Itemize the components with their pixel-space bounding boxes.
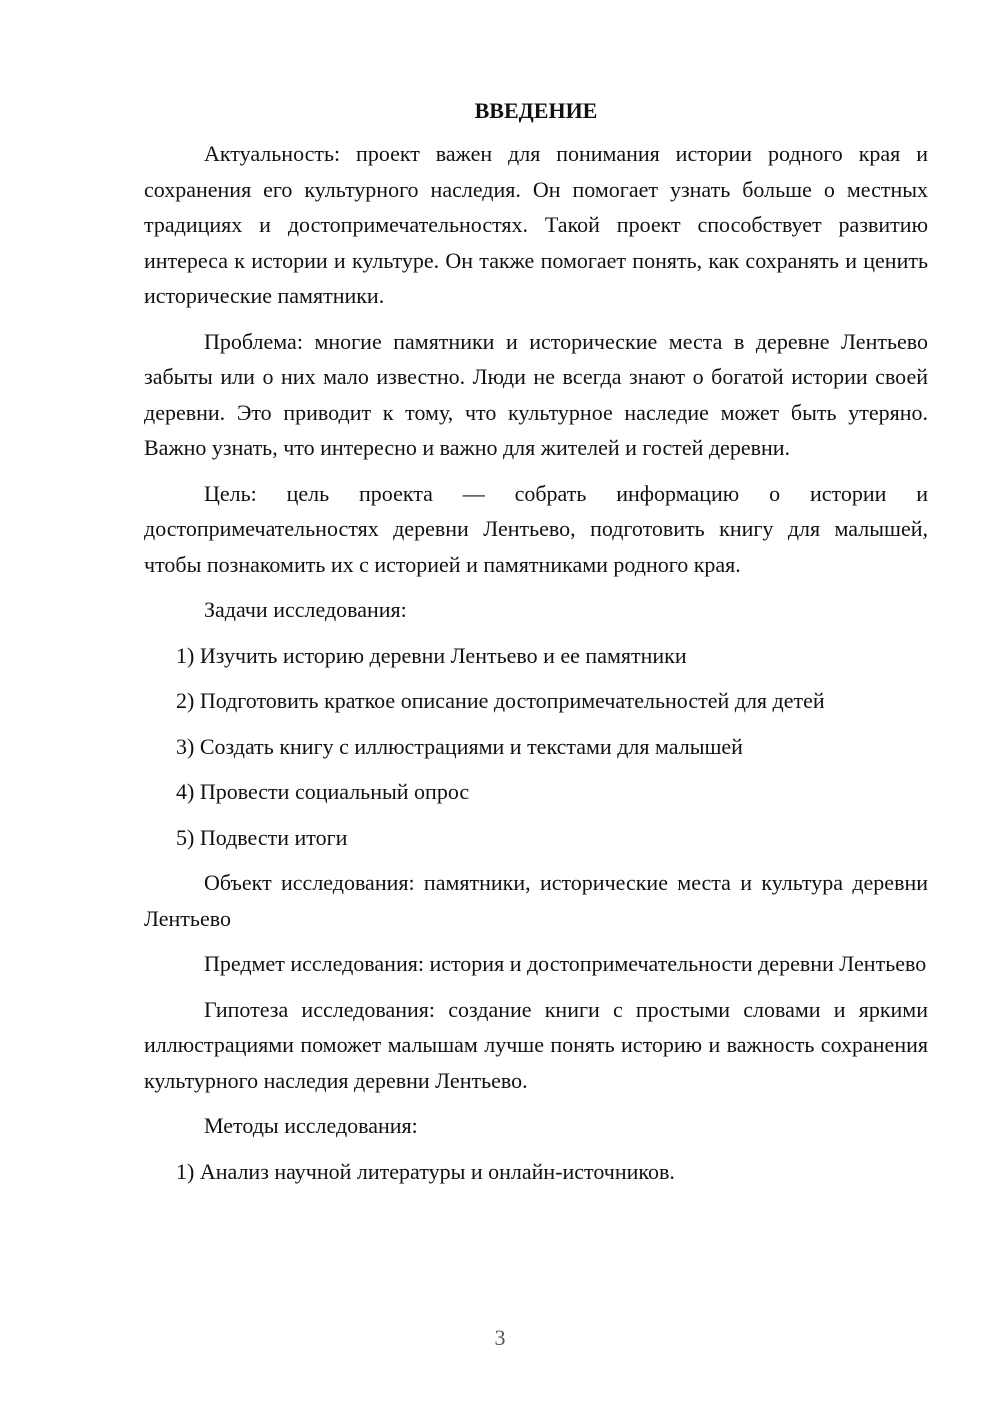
task-item: 3) Создать книгу с иллюстрациями и текстами для малышей — [176, 733, 743, 759]
tasks-list — [144, 638, 928, 856]
problem-paragraph: Проблема: многие памятники и исторические места в деревне Лентьево забыты или о них мало известно. Люди не всегда знают о богатой истории своей деревни. Это приводит к тому, что культурное наследие может быть утеряно. Важно узнать, что интересно и важно для жителей и гостей деревни. — [144, 328, 928, 460]
relevance-paragraph: Актуальность: проект важен для понимания истории родного края и сохранения его культурного наследия. Он помогает узнать больше о местных традициях и достопримечательностях. Такой проект способствует развитию интереса к истории и культуре. Он также помогает понять, как сохранять и ценить исторические памятники. — [144, 141, 928, 308]
goal-paragraph: Цель: цель проекта — собрать информацию о истории и достопримечательностях деревни Лентьево, подготовить книгу для малышей, чтобы познакомить их с историей и памятниками родного края. — [144, 480, 928, 577]
methods-list — [144, 1154, 928, 1190]
section-heading: ВВЕДЕНИЕ — [474, 98, 598, 123]
object-paragraph: Объект исследования: памятники, исторические места и культура деревни Лентьево — [144, 870, 928, 931]
method-item: 1) Анализ научной литературы и онлайн-источников. — [176, 1158, 675, 1184]
task-item: 2) Подготовить краткое описание достопримечательностей для детей — [176, 688, 825, 713]
task-item: 4) Провести социальный опрос — [176, 779, 470, 804]
task-item: 1) Изучить историю деревни Лентьево и ее памятники — [176, 642, 687, 668]
page-number: 3 — [494, 1325, 506, 1350]
tasks-label: Задачи исследования: — [204, 597, 407, 622]
hypothesis-paragraph: Гипотеза исследования: создание книги с простыми словами и яркими иллюстрациями поможет малышам лучше понять историю и важность сохранения культурного наследия деревни Лентьево. — [144, 996, 928, 1093]
subject-paragraph: Предмет исследования: история и достопримечательности деревни Лентьево — [204, 951, 927, 976]
methods-label: Методы исследования: — [204, 1113, 418, 1138]
task-item: 5) Подвести итоги — [176, 824, 348, 850]
